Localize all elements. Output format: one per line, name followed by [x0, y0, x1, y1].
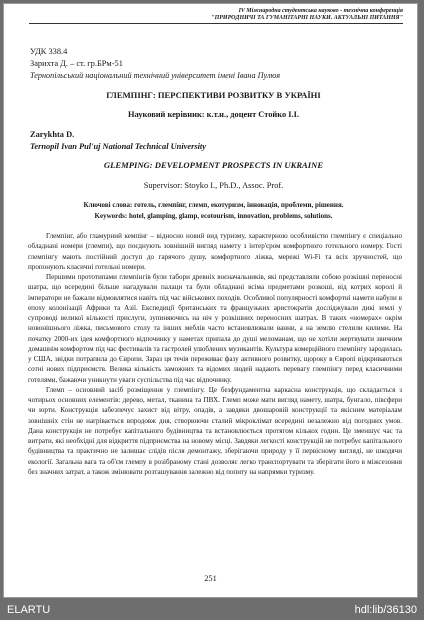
- affiliation-ukrainian: Тернопільський національний технічний університет імені Івана Пулюя: [30, 71, 281, 80]
- keywords-ukrainian: Ключові слова: готель, глемпінг, глемп, екотуризм, інновація, проблеми, рішення.: [83, 201, 344, 209]
- author-english: Zarykhta D.: [30, 130, 75, 139]
- author-ukrainian: Зарихта Д. – ст. гр.БРм-51: [30, 59, 123, 68]
- title-english: GLEMPING: DEVELOPMENT PROSPECTS IN UKRAINE: [103, 160, 324, 170]
- keywords-english: Keywords: hotel, glamping, glamp, ecotourism, innovation, problems, solutions.: [94, 212, 333, 220]
- affiliation-english: Ternopil Ivan Pul'uj National Technical University: [30, 142, 206, 151]
- paper-page: [3, 3, 418, 598]
- conference-line-1: IV Міжнародна студентська науково - технічна конференція: [238, 8, 403, 14]
- header-rule: [29, 23, 403, 24]
- repository-name: ELARTU: [7, 604, 51, 616]
- paragraph: Глемпінг, або гламурний кемпінг – відносно новий вид туризму, характерною особливістю глемпінгу є спеціально обладнані номери (глемпи), що поєднують зовнішній вигляд намету з інтер'єром комфортного готельного номеру. Гості глемпінгу мають постійний доступ до гарячого душу, комфортного ліжка, мережі Wi-Fi та всіх зручностей, що пропонують класичні готельні номери.: [28, 232, 402, 271]
- supervisor-ukrainian: Науковий керівник: к.т.н., доцент Стойко І.І.: [128, 110, 299, 119]
- handle-id: hdl:lib/36130: [354, 604, 417, 616]
- conference-header: [103, 8, 403, 21]
- body-text: [28, 231, 402, 477]
- conference-line-2: "ПРИРОДНИЧІ ТА ГУМАНІТАРНІ НАУКИ. АКТУАЛЬНІ ПИТАННЯ": [211, 14, 403, 21]
- page-number: 251: [204, 574, 217, 583]
- title-ukrainian: ГЛЕМПІНГ: ПЕРСПЕКТИВИ РОЗВИТКУ В УКРАЇНІ: [106, 90, 321, 100]
- udc-code: УДК 338.4: [30, 47, 68, 56]
- viewer-footer: [0, 600, 424, 620]
- paragraph: Першими прототипами глемпінгів були табори древніх воєначальників, які представляли собою розкішні переносні шатра, що всередині більше нагадували палаци та були обладнані всіма предметами розкоші, від котрих королі й імператори не бажали відмовлятися навіть під час військових походів. Особливої популярності комфортні намети набули в епоху колонізації Африки та Азії. Експедиції британських та французьких аристократів досліджували дикі землі у супроводі великої кількості прислуги, зупиняючись на ніч у розкішних переносних шатрах. В таких «номерах» окрім новонішнього ліжка, письмового столу та інших меблів часто встановлювали ванни, а на землю стелили килими. На початку 2000-их ідея комфортного відпочинку у наметах припала до душі меломанам, що не хотіли жертвувати звичним домашнім комфортом під час фестивалів та гастролей улюблених музикантів. Культура комерційного глемпінгу зародилась у США, звідки потрапила до Європи. Зараз ця течія переживає фазу активного розвитку, щороку в Європі відкриваються сотні нових підприємств. Велика кількість заможних та відомих людей надають перевагу глемпінгу перед класичними готелями, бажаючи уникнути уваги суспільства під час відпочинку.: [28, 273, 402, 384]
- supervisor-english: Supervisor: Stoyko I., Ph.D., Assoc. Prof.: [143, 181, 284, 190]
- paragraph: Глемп – основний засіб розміщення у глемпінгу. Це безфундаментна каркасна конструкція, що складається з чотирьох основних елементів: дерево, метал, тканина та ПВХ. Глемп може мати вигляд намету, шатра, бунгало, півсфери чи юрти. Конструкція забезпечує захист від вітру, опадів, а завдяки двошаровій конструкції та якісним матеріалам зовнішніх стін не нагрівається впродовж дня, створюючи сталий мікроклімат всередині незалежно від погодних умов. Дана конструкція не потребує капітального будівництва та встановлюється протягом кількох годин. Це зменшує час та витрати, які необхідні для відкриття підприємства на новому місці. Завдяки легкості конструкцій не потребує капітального будівництва та практично не залишає слідів після демонтажу, зберігаючи природу у її первісному вигляді, не шкодячи екології. Загальна вага та об'єм глемпу в розібраному стані дозволяє легко транспортувати та зберігати його в міжсезоння без значних затрат, а також змінювати розташування залежно від попиту на напрямки туризму.: [28, 385, 402, 476]
